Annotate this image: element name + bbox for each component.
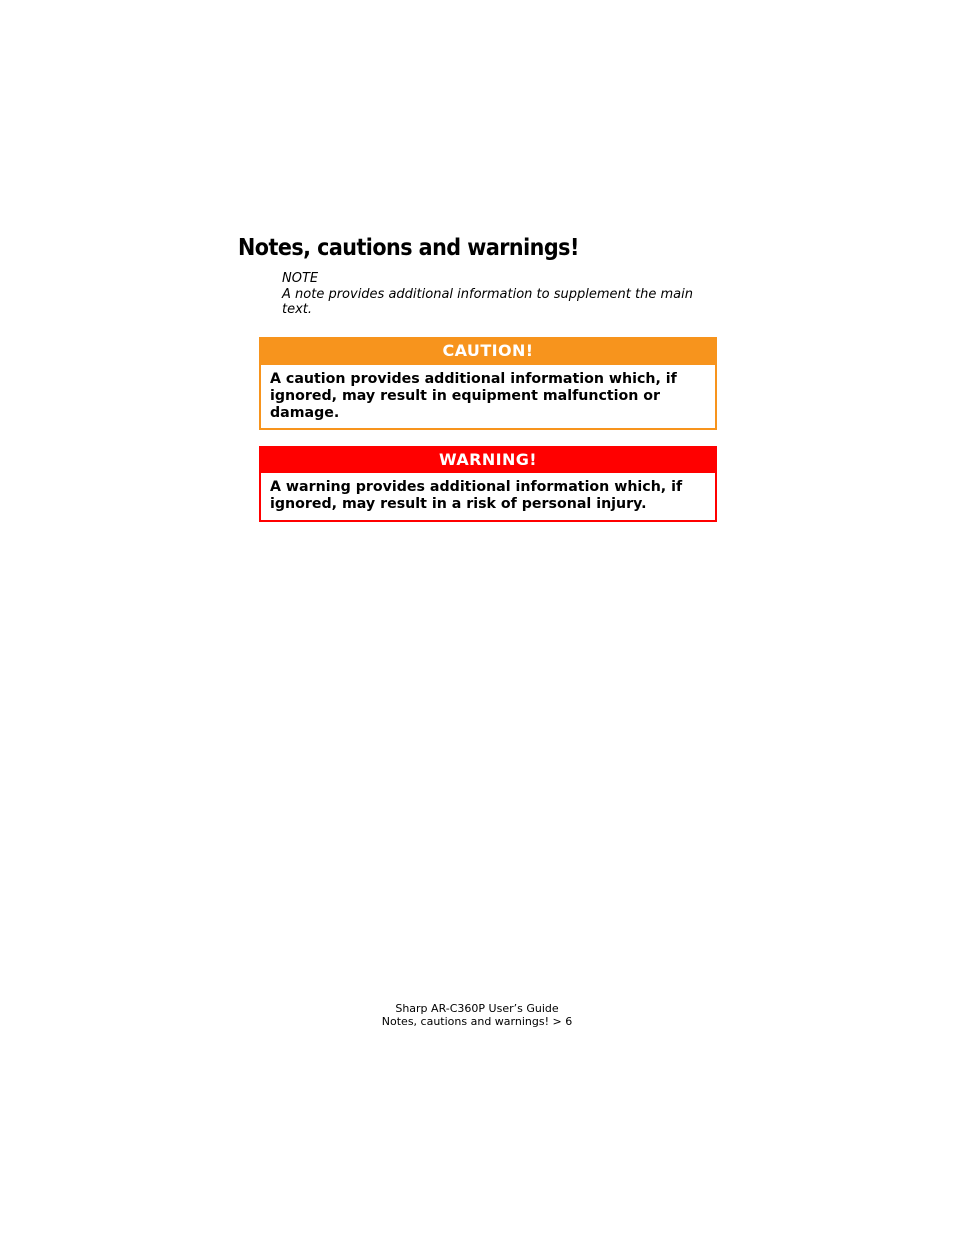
footer-breadcrumb: Notes, cautions and warnings! > 6 <box>381 1015 573 1028</box>
page-footer <box>0 1002 954 1028</box>
note-label: NOTE <box>282 271 319 286</box>
caution-body: A caution provides additional information which, if ignored, may result in equipment malfunction or damage. <box>270 371 677 421</box>
warning-body: A warning provides additional information which, if ignored, may result in a risk of personal injury. <box>270 479 683 512</box>
note-block <box>282 271 702 318</box>
caution-box <box>259 337 717 430</box>
warning-header: WARNING! <box>261 448 715 473</box>
footer-guide-title: Sharp AR-C360P User’s Guide <box>395 1002 559 1015</box>
caution-header: CAUTION! <box>261 339 715 365</box>
note-text: A note provides additional information to supplement the main text. <box>282 286 693 317</box>
warning-box <box>259 446 717 522</box>
page-title: Notes, cautions and warnings! <box>238 235 579 261</box>
